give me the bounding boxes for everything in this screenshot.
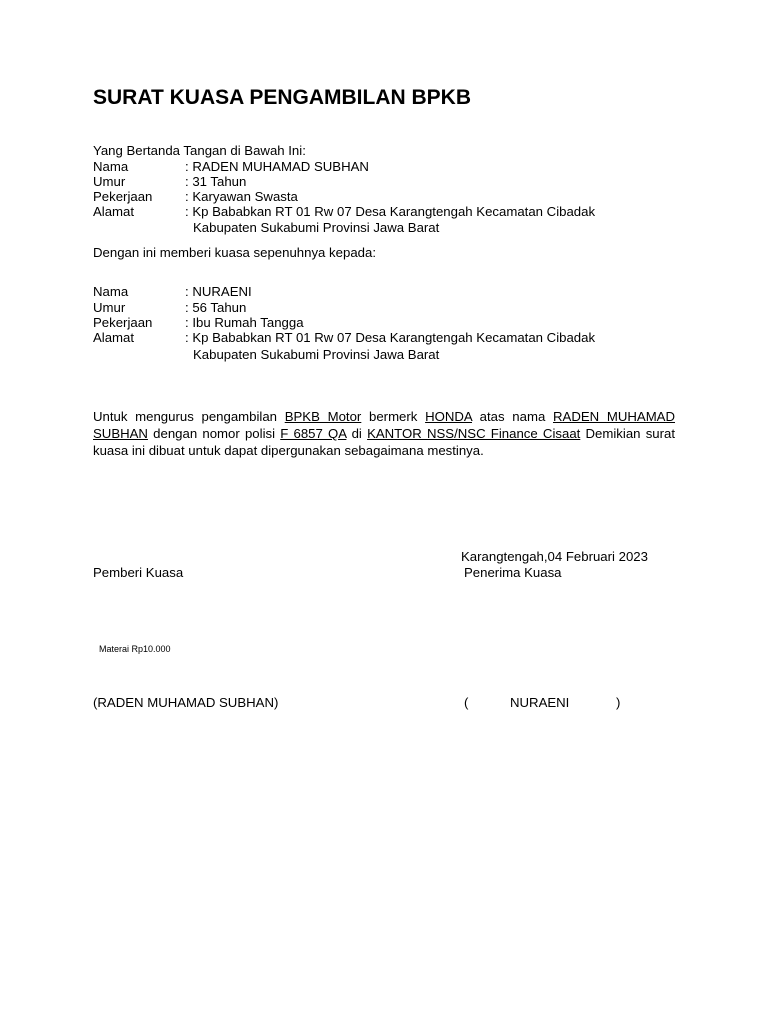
vehicle-brand: HONDA: [425, 409, 472, 424]
field-label: Nama: [93, 284, 129, 299]
field-value: : 31 Tahun: [185, 174, 247, 189]
purpose-paragraph: [93, 409, 675, 459]
field-value: Kabupaten Sukabumi Provinsi Jawa Barat: [193, 220, 440, 235]
field-label: Nama: [93, 159, 129, 174]
grantor-signature-name: (RADEN MUHAMAD SUBHAN): [93, 695, 279, 710]
purpose-text: dengan nomor polisi: [147, 425, 281, 441]
office-name: KANTOR NSS/NSC Finance Cisaat: [367, 425, 581, 441]
field-label: Pekerjaan: [93, 315, 153, 330]
grantee-label: Penerima Kuasa: [464, 565, 562, 580]
document-title: SURAT KUASA PENGAMBILAN BPKB: [93, 86, 471, 109]
field-label: Alamat: [93, 330, 135, 345]
plate-number: F 6857 QA: [280, 425, 347, 441]
field-value: : Kp Bababkan RT 01 Rw 07 Desa Karangtengah Kecamatan Cibadak: [185, 204, 596, 219]
field-label: Alamat: [93, 204, 135, 219]
field-label: Umur: [93, 174, 126, 189]
field-value: : NURAENI: [185, 284, 252, 299]
purpose-text: atas nama: [471, 409, 553, 424]
purpose-text: Demikian surat kuasa ini dibuat untuk dapat dipergunakan sebagaimana mestinya.: [93, 425, 676, 458]
place-date: Karangtengah,04 Februari 2023: [461, 549, 648, 564]
field-value: : Karyawan Swasta: [185, 189, 298, 204]
grantee-signature-close: ): [616, 695, 621, 710]
transfer-text: Dengan ini memberi kuasa sepenuhnya kepada:: [93, 245, 376, 260]
field-value: : 56 Tahun: [185, 300, 247, 315]
field-value: : Ibu Rumah Tangga: [185, 315, 304, 330]
owner-name: RADEN MUHAMAD SUBHAN: [93, 409, 675, 441]
grantee-signature-name: NURAENI: [510, 695, 570, 710]
field-value: Kabupaten Sukabumi Provinsi Jawa Barat: [193, 347, 440, 362]
field-label: Pekerjaan: [93, 189, 153, 204]
grantor-label: Pemberi Kuasa: [93, 565, 184, 580]
grantee-signature-open: (: [464, 695, 469, 710]
purpose-text: bermerk: [361, 409, 426, 424]
vehicle-document: BPKB Motor: [284, 409, 362, 424]
intro-text: Yang Bertanda Tangan di Bawah Ini:: [93, 143, 306, 158]
field-label: Umur: [93, 300, 126, 315]
stamp-note: Materai Rp10.000: [99, 644, 171, 654]
purpose-text: Untuk mengurus pengambilan: [93, 409, 285, 424]
purpose-text: di: [346, 425, 368, 441]
field-value: : RADEN MUHAMAD SUBHAN: [185, 159, 369, 174]
field-value: : Kp Bababkan RT 01 Rw 07 Desa Karangtengah Kecamatan Cibadak: [185, 330, 596, 345]
